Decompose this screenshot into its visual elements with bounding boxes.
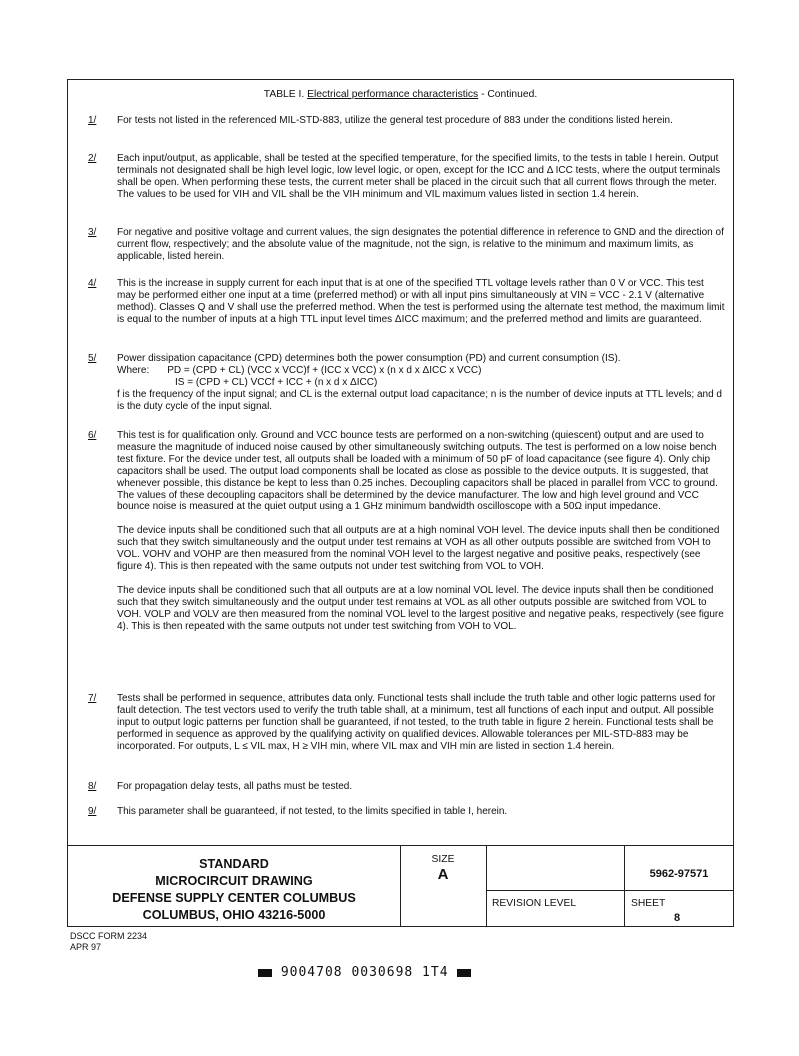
note-9 <box>68 806 733 818</box>
note-number: 9/ <box>88 806 97 817</box>
note-number: 4/ <box>88 278 97 289</box>
note-number: 6/ <box>88 430 97 441</box>
agency-line: DEFENSE SUPPLY CENTER COLUMBUS <box>112 891 356 905</box>
note-4 <box>68 278 733 326</box>
note-text: This is the increase in supply current for each input that is at one of the specified TTL voltage levels rather than 0 V or VCC. This test may be performed either one input at a time (preferred method) or with all input pins simultaneously at VIN = VCC - 2.1 V (alternative method). Classes Q and V shall use the preferred method. When the test is performed using the alternate test method, the maximum limit is equal to the number of inputs at a high TTL input level times ΔICC maximum; and the preferred method and limits are guaranteed. <box>117 278 725 325</box>
size-label: SIZE <box>431 854 455 865</box>
note-paragraph-3: The device inputs shall be conditioned such that all outputs are at a low nominal VOL level. The device inputs shall then be conditioned such that they switch simultaneously and the output under test remains at VOL as all other outputs possible are switched from VOL to VOH. VOLP and VOLV are then measured from the nominal VOL level to the largest positive and negative peaks, respectively (see figure 4). This is then repeated with the same outputs not under test switching from VOH to VOL. <box>117 584 724 632</box>
divider <box>486 846 487 927</box>
equation-is: IS = (CPD + CL) VCCf + ICC + (n x d x ΔICC) <box>175 376 378 388</box>
size-value: A <box>437 866 449 883</box>
form-number: DSCC FORM 2234 <box>70 931 148 941</box>
note-text: This parameter shall be guaranteed, if not tested, to the limits specified in table I, herein. <box>117 806 508 817</box>
note-paragraph-2: The device inputs shall be conditioned such that all outputs are at a high nominal VOH level. The device inputs shall then be conditioned such that they switch simultaneously and the output under test remains at VOH as all other outputs possible are switched from VOH to VOL. VOHV and VOHP are then measured from the nominal VOH level to the largest negative and positive peaks, respectively (see figure 4). This is then repeated with the same outputs not under test switching from VOL to VOH. <box>117 525 720 573</box>
note-text: This test is for qualification only. Ground and VCC bounce tests are performed on a non-switching (quiescent) output and are used to measure the magnitude of induced noise caused by other simultaneously switching outputs. The test is performed on a low noise bench test fixture. For the device under test, all outputs shall be loaded with a minimum of 50 pF of load capacitance (see figure 4). Only chip capacitors shall be used. The output load components shall be located as close as possible to the device outputs. It is suggested, that whenever possible, this distance be kept to less than 0.25 inches. Decoupling capacitors shall be placed in parallel from VCC to ground. The values of these decoupling capacitors shall be determined by the device manufacturer. The low and high level ground and VCC bounce noise is measured at the quiet output using a 1 GHz minimum bandwidth oscilloscope with a 50Ω input impedance. <box>117 430 718 513</box>
note-number: 7/ <box>88 693 97 704</box>
note-number: 3/ <box>88 227 97 238</box>
note-text-tail: f is the frequency of the input signal; and CL is the external output load capacitance; n is the number of device inputs at TTL levels; and d is the duty cycle of the input signal. <box>117 388 722 412</box>
agency-block <box>68 856 400 924</box>
note-text: For negative and positive voltage and current values, the sign designates the potential difference in reference to GND and the direction of current flow, respectively; and the absolute value of the magnitude, not the sign, is relative to the minimum and maximum limits, as applicable, listed herein. <box>117 227 724 262</box>
note-number: 8/ <box>88 781 97 792</box>
sheet-label: SHEET <box>631 898 666 909</box>
form-id <box>70 931 147 953</box>
note-3 <box>68 227 733 263</box>
table-title-underlined: Electrical performance characteristics <box>307 89 479 100</box>
note-8 <box>68 781 733 793</box>
note-5 <box>68 353 733 413</box>
note-2 <box>68 153 733 201</box>
barcode-line <box>258 965 471 980</box>
note-1 <box>68 115 733 127</box>
table-title-suffix: - Continued. <box>478 89 538 100</box>
divider <box>624 846 625 927</box>
barcode-text: 9004708 0030698 1T4 <box>280 965 449 980</box>
divider <box>486 890 733 891</box>
note-number: 5/ <box>88 353 97 364</box>
agency-line: STANDARD <box>199 857 269 871</box>
note-text: For tests not listed in the referenced MIL-STD-883, utilize the general test procedure of 883 under the conditions listed herein. <box>117 115 673 126</box>
note-text: Power dissipation capacitance (CPD) determines both the power consumption (PD) and current consumption (IS). <box>117 353 621 364</box>
equation-pd: PD = (CPD + CL) (VCC x VCC)f + (ICC x VCC) x (n x d x ΔICC x VCC) <box>167 364 482 376</box>
title-block <box>68 845 733 927</box>
agency-line: COLUMBUS, OHIO 43216-5000 <box>142 908 326 922</box>
barcode-block <box>457 969 471 977</box>
note-6 <box>68 430 733 633</box>
note-text: Each input/output, as applicable, shall be tested at the specified temperature, for the specified limits, to the tests in table I herein. Output terminals not designated shall be high level logic, low level logic, or open, except for the ICC and Δ ICC tests, where the output terminals shall be open. When performing these tests, the current meter shall be placed in the circuit such that all current flows through the meter. The values to be used for VIH and VIL shall be the VIH minimum and VIL maximum values listed in section 1.4 herein. <box>117 153 721 200</box>
note-text: Tests shall be performed in sequence, attributes data only. Functional tests shall include the truth table and other logic patterns used for fault detection. The test vectors used to verify the truth table shall, at a minimum, test all functions of each input and output. All possible input to output logic patterns per function shall be guaranteed, if not tested, to the truth table in figure 2 herein. Functional tests shall be performed in sequence as approved by the qualifying activity on qualified devices. Allowable tolerances per MIL-STD-883 may be incorporated. For outputs, L ≤ VIL max, H ≥ VIH min, where VIL max and VIH min are listed in section 1.4 herein. <box>117 693 716 752</box>
sheet-number: 8 <box>674 912 681 924</box>
agency-line: MICROCIRCUIT DRAWING <box>155 874 313 888</box>
form-date: APR 97 <box>70 942 102 952</box>
note-number: 1/ <box>88 115 97 126</box>
revision-level-label: REVISION LEVEL <box>492 898 577 909</box>
note-text: For propagation delay tests, all paths must be tested. <box>117 781 353 792</box>
note-7 <box>68 693 733 753</box>
table-title <box>68 89 733 100</box>
page-frame <box>67 79 734 927</box>
where-label: Where: <box>117 364 150 376</box>
drawing-number: 5962-97571 <box>649 868 709 880</box>
note-number: 2/ <box>88 153 97 164</box>
barcode-block <box>258 969 272 977</box>
table-title-prefix: TABLE I. <box>263 89 308 100</box>
